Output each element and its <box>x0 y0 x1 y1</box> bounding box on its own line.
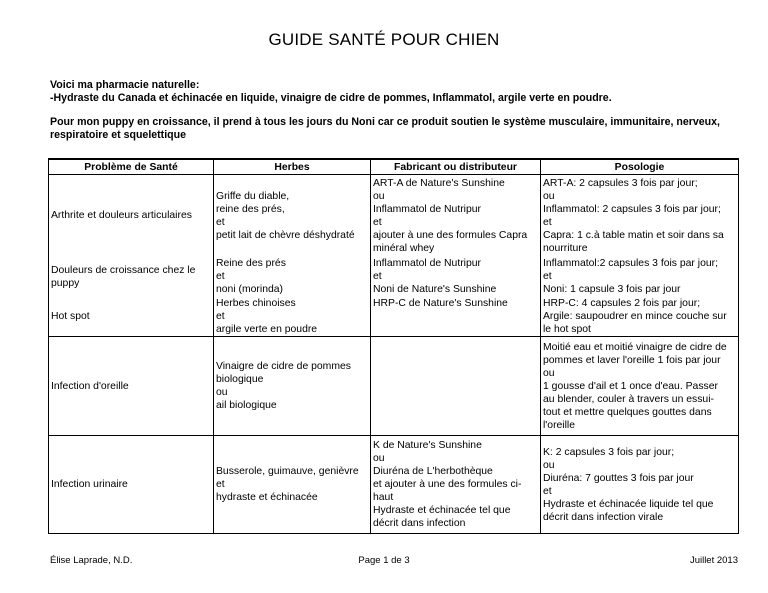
cell-line: petit lait de chèvre déshydraté <box>216 229 355 241</box>
cell-line: ou <box>543 367 555 379</box>
cell-herbes <box>214 436 371 534</box>
cell-herbes <box>214 257 371 297</box>
cell-probleme <box>49 297 214 337</box>
table-body <box>49 175 739 534</box>
header-probleme: Problème de Santé <box>49 159 214 175</box>
cell-posologie <box>541 337 739 436</box>
cell-posologie <box>541 175 739 257</box>
cell-line: et <box>216 271 225 282</box>
cell-line: et <box>543 271 552 282</box>
intro-line-3: Pour mon puppy en croissance, il prend à tous les jours du Noni car ce produit soutien le système musculaire, immunitaire, nerveux, respiratoire et squelettique <box>50 116 720 141</box>
cell-fabricant <box>371 257 541 297</box>
table-row <box>49 175 739 257</box>
cell-line: Diuréna de L'herbothèque <box>373 466 493 477</box>
document-title: GUIDE SANTÉ POUR CHIEN <box>268 30 500 49</box>
cell-herbes <box>214 337 371 436</box>
cell-line: et <box>543 485 552 497</box>
cell-line: Diuréna: 7 gouttes 3 fois par jour <box>543 472 694 484</box>
cell-line: haut <box>373 492 394 503</box>
cell-line: Inflammatol de Nutripur <box>373 203 481 215</box>
footer-page-number: Page 1 de 3 <box>358 555 410 566</box>
cell-fabricant <box>371 436 541 534</box>
cell-line: ART-A de Nature's Sunshine <box>373 177 505 189</box>
cell-line: et <box>216 216 225 228</box>
cell-line: Vinaigre de cidre de pommes <box>216 361 351 372</box>
cell-line: Busserole, guimauve, genièvre <box>216 466 359 477</box>
footer-author: Élise Laprade, N.D. <box>50 555 133 566</box>
cell-line: K: 2 capsules 3 fois par jour; <box>543 446 675 458</box>
cell-probleme <box>49 175 214 257</box>
cell-line: Griffe du diable, <box>216 190 290 202</box>
intro-line-1: Voici ma pharmacie naturelle: <box>50 79 200 91</box>
cell-text: Hot spot <box>51 310 90 322</box>
cell-line: pommes et laver l'oreille 1 fois par jour <box>543 354 721 366</box>
cell-probleme <box>49 257 214 297</box>
cell-line: Noni de Nature's Sunshine <box>373 284 497 295</box>
header-herbes: Herbes <box>214 159 371 175</box>
cell-text: Infection d'oreille <box>51 380 129 392</box>
cell-line: décrit dans infection virale <box>543 511 664 523</box>
cell-line: et <box>216 310 225 322</box>
cell-line: Reine des prés <box>216 258 286 269</box>
cell-text: Infection urinaire <box>51 479 128 490</box>
cell-line: Hydraste et échinacée liquide tel que <box>543 498 714 510</box>
header-fabricant: Fabricant ou distributeur <box>371 159 541 175</box>
intro-pharmacy <box>50 79 740 105</box>
cell-line: Herbes chinoises <box>216 297 296 309</box>
cell-posologie <box>541 257 739 297</box>
cell-line: Inflammatol: 2 capsules 3 fois par jour; <box>543 203 721 215</box>
cell-line: et <box>216 479 225 490</box>
cell-line: ail biologique <box>216 400 277 411</box>
cell-line: biologique <box>216 374 264 385</box>
cell-line: ART-A: 2 capsules 3 fois par jour; <box>543 177 698 189</box>
cell-line: Hydraste et échinacée tel que <box>373 505 511 516</box>
intro-line-2: -Hydraste du Canada et échinacée en liquide, vinaigre de cidre de pommes, Inflammatol, argile verte en poudre. <box>50 92 612 104</box>
cell-fabricant <box>371 337 541 436</box>
table-row <box>49 337 739 436</box>
cell-herbes <box>214 297 371 337</box>
cell-line: ajouter à une des formules Capra <box>373 229 528 241</box>
cell-line: Noni: 1 capsule 3 fois par jour <box>543 284 681 295</box>
cell-line: hydraste et échinacée <box>216 492 318 503</box>
cell-line: décrit dans infection <box>373 518 466 529</box>
cell-line: au blender, couler à travers un essui- <box>543 393 714 405</box>
cell-line: Capra: 1 c.à table matin et soir dans sa <box>543 229 724 241</box>
cell-probleme <box>49 436 214 534</box>
table-row <box>49 257 739 297</box>
cell-fabricant <box>371 297 541 337</box>
cell-line: ou <box>543 190 555 202</box>
header-posologie: Posologie <box>541 159 739 175</box>
footer-date: Juillet 2013 <box>689 555 738 566</box>
cell-text: Arthrite et douleurs articulaires <box>51 210 192 222</box>
cell-line: 1 gousse d'ail et 1 once d'eau. Passer <box>543 380 718 392</box>
cell-line: et <box>543 216 552 228</box>
cell-line: HRP-C: 4 capsules 2 fois par jour; <box>543 297 701 309</box>
cell-line: Moitié eau et moitié vinaigre de cidre de <box>543 341 727 353</box>
cell-line: noni (morinda) <box>216 284 283 295</box>
cell-line: HRP-C de Nature's Sunshine <box>373 297 508 309</box>
cell-line: Inflammatol:2 capsules 3 fois par jour; <box>543 258 718 269</box>
cell-line: le hot spot <box>543 323 591 335</box>
cell-text: Douleurs de croissance chez le puppy <box>51 264 196 289</box>
table-row <box>49 436 739 534</box>
cell-line: et <box>373 216 382 228</box>
cell-line: nourriture <box>543 242 588 254</box>
cell-line: Argile: saupoudrer en mince couche sur <box>543 310 727 322</box>
cell-line: ou <box>543 459 555 471</box>
cell-line: Inflammatol de Nutripur <box>373 258 481 269</box>
cell-line: reine des prés, <box>216 203 285 215</box>
cell-line: minéral whey <box>373 242 435 254</box>
cell-line: argile verte en poudre <box>216 323 318 335</box>
intro-puppy <box>50 116 740 142</box>
cell-fabricant <box>371 175 541 257</box>
cell-posologie <box>541 436 739 534</box>
cell-probleme <box>49 337 214 436</box>
cell-herbes <box>214 175 371 257</box>
cell-posologie <box>541 297 739 337</box>
cell-line: et ajouter à une des formules ci- <box>373 479 522 490</box>
cell-line: ou <box>216 387 228 398</box>
cell-line: ou <box>373 453 385 464</box>
table-row <box>49 297 739 337</box>
cell-line: l'oreille <box>543 419 576 431</box>
table-header-row <box>49 159 739 175</box>
cell-line: et <box>373 271 382 282</box>
health-table <box>48 158 739 534</box>
cell-line: tout et mettre quelques gouttes dans <box>543 406 712 418</box>
cell-line: ou <box>373 190 385 202</box>
cell-line: K de Nature's Sunshine <box>373 440 482 451</box>
